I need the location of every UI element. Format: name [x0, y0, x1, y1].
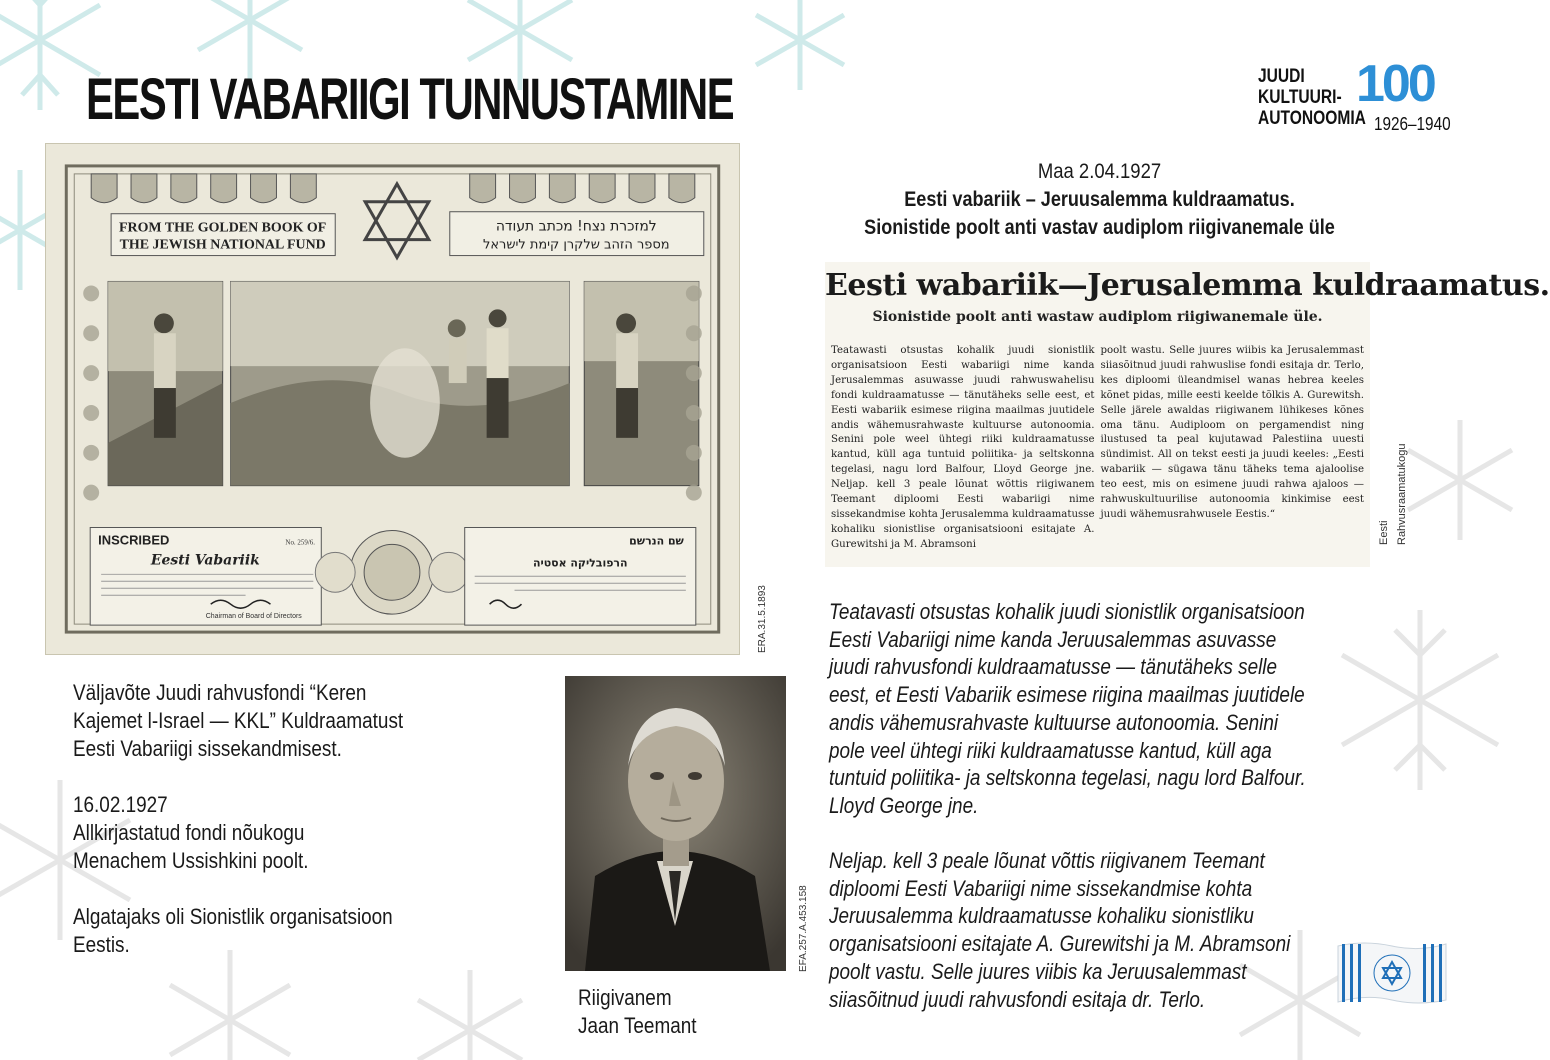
- diploma-hebrew-heading-1: למזכרת נצח! מכתב תעודה: [495, 218, 657, 235]
- logo-years: 1926–1940: [1374, 114, 1451, 134]
- portrait-photo-jaan-teemant: [565, 676, 786, 971]
- diploma-hebrew-heading-2: מספר הזהב שלקרן קימת לישראל: [483, 237, 670, 253]
- diploma-inscribed-number: No. 259/6.: [285, 538, 316, 547]
- diploma-inscribed-name: Eesti Vabariik: [150, 552, 260, 569]
- newspaper-title-line-1: Eesti vabariik – Jeruusalemma kuldraamatus.: [904, 188, 1295, 211]
- portrait-archive-reference: EFA.257.A.453.158: [798, 885, 809, 972]
- diploma-hebrew-name: הרפובליקה אסטיה: [533, 556, 628, 570]
- zionist-flag-icon: [1334, 938, 1450, 1008]
- logo-number: 100: [1356, 55, 1434, 113]
- diploma-inscribed-label: INSCRIBED: [98, 532, 170, 548]
- jewish-cultural-autonomy-100-logo: [1258, 55, 1458, 138]
- clipping-headline: Eesti wabariik—Jerusalemma kuldraamatus.: [825, 268, 1550, 303]
- diploma-chairman: Chairman of Board of Directors: [205, 613, 302, 621]
- diploma-english-heading-1: FROM THE GOLDEN BOOK OF: [119, 220, 327, 236]
- diploma-english-heading-2: THE JEWISH NATIONAL FUND: [119, 237, 326, 253]
- newspaper-archive-reference-2: Rahvusraamatukogu: [1396, 443, 1408, 545]
- portrait-caption: Riigivanem Jaan Teemant: [578, 985, 697, 1038]
- diploma-archive-reference: ERA.31.5.1893: [757, 585, 768, 653]
- newspaper-header: [822, 158, 1377, 242]
- page-title: EESTI VABARIIGI TUNNUSTAMINE: [86, 67, 734, 132]
- newspaper-archive-reference-1: Eesti: [1378, 520, 1390, 545]
- body-paragraph-1: Teatavasti otsustas kohalik juudi sionistlik organisatsioon Eesti Vabariigi nime kanda Jeruusalemmas asuvasse juudi rahvusfondi kuldraamatusse — tänutäheks selle eest, et Eesti Vabariik esimese riigina maailmas juutidele andis vähemusrahvaste kultuurse autonoomia. Senini pole veel ühtegi riiki kuldraamatusse kantud, küll aga tuntuid poliitika- ja seltskonna tegelasi, nagu lord Balfour. Lloyd George jne.: [829, 599, 1306, 818]
- newspaper-date: Maa 2.04.1927: [1037, 160, 1162, 183]
- clipping-column-1: Teatawasti otsustas kohalik juudi sionistlik organisatsioon Eesti wabariigi nime kanda Jerusalemmas asuwasse juudi rahwuswahelisu fondi kuldraamatusse — tänutäheks selle eest, et Eesti wabariik esimese riigina maailmas juutidele andis wähemusrahwaste kultuurse autonoomia. Senini pole weel ühtegi riiki kuldraamatusse kantud, küll aga tuntuid poliitika- ja seltskonna tegelasi, nagu lord Balfour, Lloyd George jne. Neljap. kell 3 peale lõunat wõttis riigiwanem Teemant diploomi Eesti wabariigi nime sissekandmise kohta Jerusalemma kuldraamatusse kohaliku sionistlise organisatsiooni esitajate A. Gurewitshi ja M. Abramsoni: [831, 345, 1095, 550]
- golden-book-diploma-image: [45, 143, 740, 655]
- logo-wordmark: JUUDI KULTUURI- AUTONOOMIA: [1258, 66, 1366, 129]
- diploma-caption: Väljavõte Juudi rahvusfondi “Keren Kajemet l-Israel — KKL” Kuldraamatust Eesti Vabariigi sissekandmisest. 16.02.1927 Allkirjastatud fondi nõukogu Menachem Ussishkini poolt. Algatajaks oli Sionistlik organisatsioon Eestis.: [73, 680, 404, 957]
- newspaper-title-line-2: Sionistide poolt anti vastav audiplom riigivanemale üle: [864, 216, 1335, 239]
- clipping-column-2: poolt wastu. Selle juures wiibis ka Jerusalemmast siiasõitnud juudi rahwuslise fondi esitaja dr. Terlo, kes diploomi üleandmisel wanas hebrea keeles kõnet pidas, mille eesti keelde tõlkis A. Gurewitsh. Selle järele awaldas riigiwanem lühikeses kõnes oma tänu. Audiploom on pergamendist ning ilustused ta peal kujutawad Palestiina uuesti sündimist. All on tekst eesti ja juudi keeles: „Eesti wabariik — sügawa tänu täheks tema ajaloolise teo eest, mis on esimene juudi rahwa ajaloos — rahwuskultuurilise autonoomia kinkimise eest juudi wähemusrahwusele Eestis.“: [1100, 345, 1364, 520]
- body-paragraph-2: Neljap. kell 3 peale lõunat võttis riigivanem Teemant diploomi Eesti Vabariigi nime sissekandmise kohta Jeruusalemma kuldraamatusse kohaliku sionistliku organisatsiooni esitajate A. Gurewitshi ja M. Abramsoni poolt vastu. Selle juures viibis ka Jeruusalemmast siiasõitnud juudi rahvusfondi esitaja dr. Terlo.: [829, 848, 1291, 1012]
- clipping-subheadline: Sionistide poolt anti wastaw audiplom riigiwanemale üle.: [872, 309, 1323, 325]
- diploma-hebrew-name-label: שם הנרשם: [629, 534, 684, 548]
